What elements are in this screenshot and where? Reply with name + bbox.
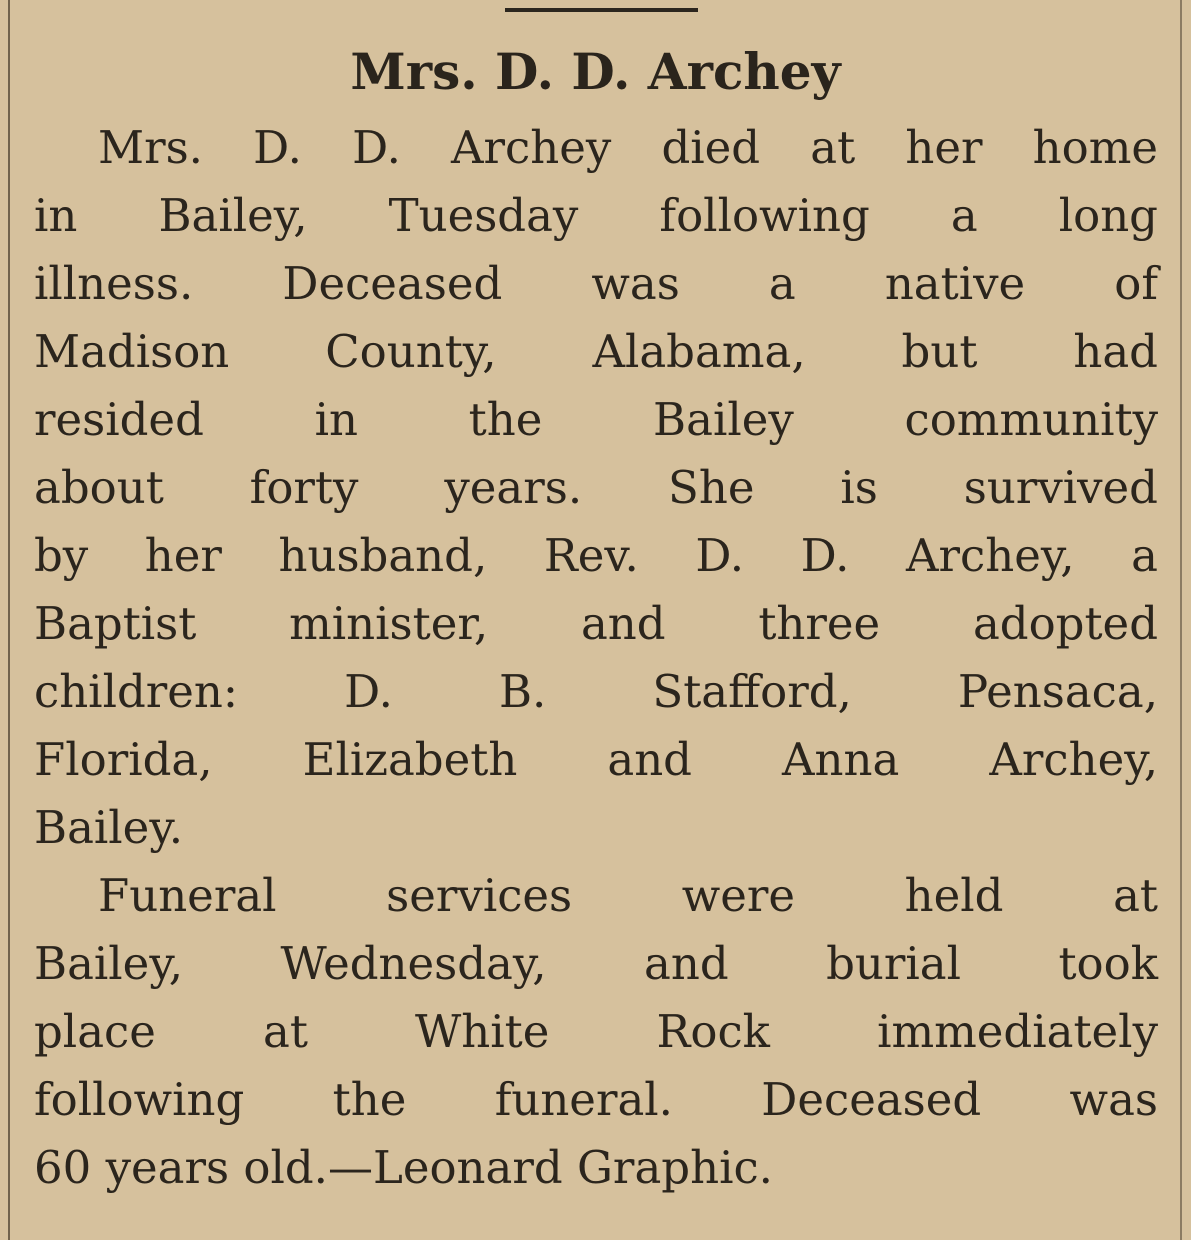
text-line: in Bailey, Tuesday following a long: [34, 189, 1158, 242]
text-line: illness. Deceased was a native of: [34, 257, 1158, 310]
text-line: by her husband, Rev. D. D. Archey, a: [34, 529, 1158, 582]
text-line: Funeral services were held at: [98, 869, 1158, 922]
text-line: place at White Rock immediately: [34, 1005, 1158, 1058]
text-line: following the funeral. Deceased was: [34, 1073, 1158, 1126]
text-line: Mrs. D. D. Archey died at her home: [98, 121, 1158, 174]
text-line: 60 years old.—Leonard Graphic.: [34, 1141, 773, 1194]
text-line: resided in the Bailey community: [34, 393, 1158, 446]
text-line: about forty years. She is survived: [34, 461, 1158, 514]
text-line: Florida, Elizabeth and Anna Archey,: [34, 733, 1158, 786]
column-rule-left: [8, 0, 10, 1240]
text-line: children: D. B. Stafford, Pensaca,: [34, 665, 1158, 718]
text-line: Baptist minister, and three adopted: [34, 597, 1158, 650]
text-line: Bailey.: [34, 801, 184, 854]
column-rule-right: [1180, 0, 1182, 1240]
obituary-headline: Mrs. D. D. Archey: [350, 42, 841, 101]
top-rule: [505, 8, 698, 12]
text-line: Madison County, Alabama, but had: [34, 325, 1158, 378]
text-line: Bailey, Wednesday, and burial took: [34, 937, 1158, 990]
